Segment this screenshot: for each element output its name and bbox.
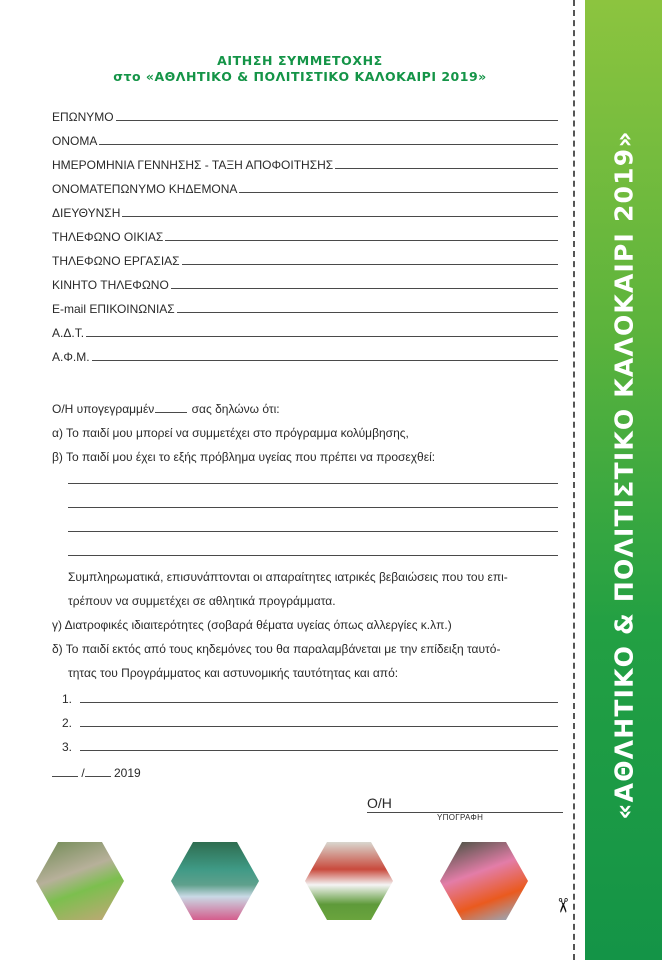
field-work-phone[interactable] bbox=[52, 250, 558, 268]
side-banner bbox=[585, 0, 662, 960]
photo-football bbox=[297, 835, 401, 927]
declaration-item-c: γ) Διατροφικές ιδιαιτερότητες (σοβαρά θέματα υγείας όπως αλλεργίες κ.λπ.) bbox=[52, 618, 452, 632]
input-line[interactable] bbox=[335, 168, 558, 169]
input-line[interactable] bbox=[99, 144, 558, 145]
input-line[interactable] bbox=[86, 336, 558, 337]
health-problem-line-3[interactable] bbox=[68, 531, 558, 532]
pickup-person-2[interactable] bbox=[62, 712, 558, 730]
input-line[interactable] bbox=[171, 288, 558, 289]
signature-line[interactable] bbox=[367, 795, 563, 813]
signature-caption: ΥΠΟΓΡΑΦΗ bbox=[437, 813, 484, 822]
health-problem-line-4[interactable] bbox=[68, 555, 558, 556]
field-id-card[interactable] bbox=[52, 322, 558, 340]
title-line-1: ΑΙΤΗΣΗ ΣΥΜΜΕΤΟΧΗΣ bbox=[217, 53, 383, 68]
pickup-person-1[interactable] bbox=[62, 688, 558, 706]
intro-text-after: σας δηλώνω ότι: bbox=[188, 402, 280, 416]
pickup-number: 1. bbox=[62, 692, 73, 706]
photo-volleyball bbox=[28, 835, 132, 927]
health-problem-line-1[interactable] bbox=[68, 483, 558, 484]
declaration-item-a: α) Το παιδί μου μπορεί να συμμετέχει στο πρόγραμμα κολύμβησης, bbox=[52, 426, 409, 440]
input-line[interactable] bbox=[116, 120, 558, 121]
field-label: Α.Φ.Μ. bbox=[52, 350, 90, 364]
input-line[interactable] bbox=[239, 192, 558, 193]
title-line-2: στο «ΑΘΛΗΤΙΚΟ & ΠΟΛΙΤΙΣΤΙΚΟ ΚΑΛΟΚΑΙΡΙ 2019» bbox=[113, 69, 487, 84]
field-label: ΚΙΝΗΤΟ ΤΗΛΕΦΩΝΟ bbox=[52, 278, 169, 292]
field-guardian-name[interactable] bbox=[52, 178, 558, 196]
month-blank[interactable] bbox=[85, 776, 111, 777]
day-blank[interactable] bbox=[52, 776, 78, 777]
input-line[interactable] bbox=[80, 702, 558, 703]
pickup-number: 2. bbox=[62, 716, 73, 730]
side-banner-text: «ΑΘΛΗΤΙΚΟ & ΠΟΛΙΤΙΣΤΙΚΟ ΚΑΛΟΚΑΙΡΙ 2019» bbox=[609, 130, 638, 820]
date-separator: / bbox=[78, 766, 85, 780]
field-home-phone[interactable] bbox=[52, 226, 558, 244]
field-tax-number[interactable] bbox=[52, 346, 558, 364]
input-line[interactable] bbox=[92, 360, 558, 361]
input-line[interactable] bbox=[177, 312, 558, 313]
supplement-text-2: τρέπουν να συμμετέχει σε αθλητικά προγράμματα. bbox=[68, 594, 336, 608]
input-line[interactable] bbox=[80, 750, 558, 751]
field-label: ΗΜΕΡΟΜΗΝΙΑ ΓΕΝΝΗΣΗΣ - ΤΑΞΗ ΑΠΟΦΟΙΤΗΣΗΣ bbox=[52, 158, 334, 172]
field-mobile-phone[interactable] bbox=[52, 274, 558, 292]
declaration-item-b: β) Το παιδί μου έχει το εξής πρόβλημα υγείας που πρέπει να προσεχθεί: bbox=[52, 450, 436, 464]
field-label: Α.Δ.Τ. bbox=[52, 326, 85, 340]
gender-suffix-blank[interactable] bbox=[155, 412, 187, 413]
field-label: ΔΙΕΥΘΥΝΣΗ bbox=[52, 206, 121, 220]
field-label: ΤΗΛΕΦΩΝΟ ΕΡΓΑΣΙΑΣ bbox=[52, 254, 180, 268]
date-year: 2019 bbox=[110, 766, 141, 780]
field-birthdate-class[interactable] bbox=[52, 154, 558, 172]
field-email[interactable] bbox=[52, 298, 558, 316]
input-line[interactable] bbox=[182, 264, 558, 265]
date-field bbox=[52, 766, 141, 780]
supplement-text-1: Συμπληρωματικά, επισυνάπτονται οι απαραίτητες ιατρικές βεβαιώσεις που του επι- bbox=[68, 570, 508, 584]
scissors-icon: ✂ bbox=[550, 897, 573, 914]
signature-prefix: Ο/Η bbox=[367, 795, 392, 811]
cut-line bbox=[573, 0, 575, 960]
health-problem-line-2[interactable] bbox=[68, 507, 558, 508]
photo-tennis bbox=[163, 835, 267, 927]
pickup-number: 3. bbox=[62, 740, 73, 754]
pickup-person-3[interactable] bbox=[62, 736, 558, 754]
field-name[interactable] bbox=[52, 130, 558, 148]
declaration-item-d-2: τητας του Προγράμματος και αστυνομικής ταυτότητας και από: bbox=[68, 666, 399, 680]
input-line[interactable] bbox=[80, 726, 558, 727]
field-label: ΕΠΩΝΥΜΟ bbox=[52, 110, 114, 124]
field-label: E-mail ΕΠΙΚΟΙΝΩΝΙΑΣ bbox=[52, 302, 175, 316]
field-label: ΤΗΛΕΦΩΝΟ ΟΙΚΙΑΣ bbox=[52, 230, 164, 244]
declaration-intro bbox=[52, 402, 280, 416]
declaration-item-d-1: δ) Το παιδί εκτός από τους κηδεμόνες του θα παραλαμβάνεται με την επίδειξη ταυτό- bbox=[52, 642, 501, 656]
photo-space-hopper bbox=[432, 835, 536, 927]
field-surname[interactable] bbox=[52, 106, 558, 124]
field-label: ΟΝΟΜΑΤΕΠΩΝΥΜΟ ΚΗΔΕΜΟΝΑ bbox=[52, 182, 238, 196]
intro-text-before: Ο/Η υπογεγραμμέν bbox=[52, 402, 155, 416]
field-address[interactable] bbox=[52, 202, 558, 220]
input-line[interactable] bbox=[165, 240, 558, 241]
field-label: ΟΝΟΜΑ bbox=[52, 134, 98, 148]
input-line[interactable] bbox=[122, 216, 558, 217]
